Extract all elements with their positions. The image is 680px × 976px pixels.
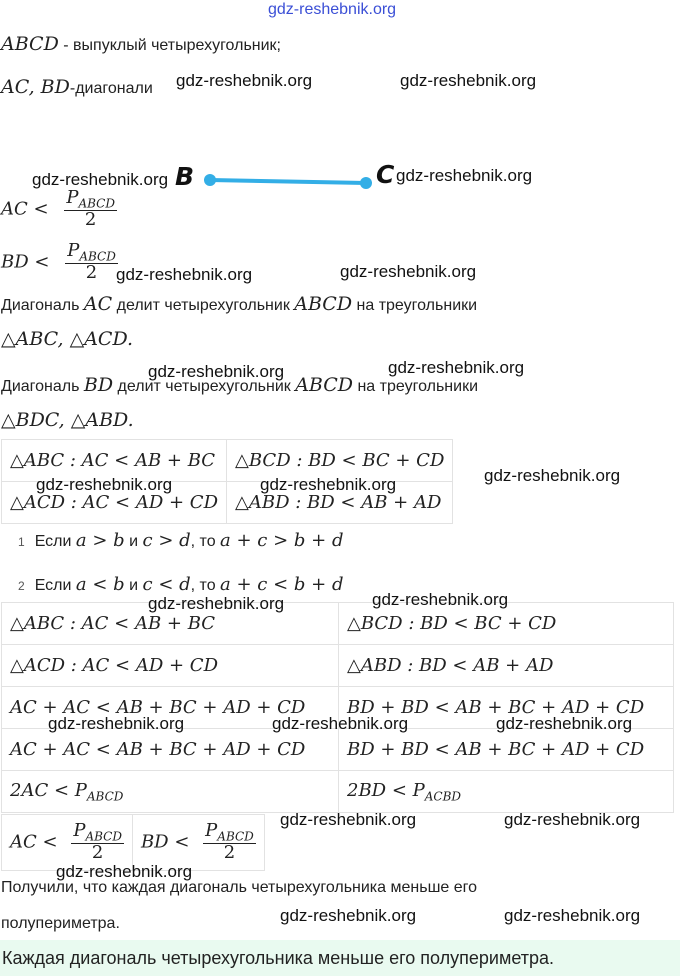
math-abcd: ABCD <box>1 33 59 55</box>
watermark: gdz-reshebnik.org <box>484 466 621 485</box>
watermark-top: gdz-reshebnik.org <box>268 1 397 18</box>
conclusion-line-1: Получили, что каждая диагональ четырехугольника меньше его <box>1 879 478 896</box>
table-cell: $2AC < P_{ABCD}$ <box>2 771 339 813</box>
watermark: gdz-reshebnik.org <box>388 358 525 377</box>
table-row <box>2 729 674 771</box>
triangles-ac: △ABC, △ACD. <box>1 328 134 350</box>
watermark: gdz-reshebnik.org <box>504 810 641 829</box>
watermark: gdz-reshebnik.org <box>260 475 397 494</box>
semi-perimeter-fraction: $\frac{P_{ABCD}}{2}$ <box>66 187 115 231</box>
watermark: gdz-reshebnik.org <box>400 71 537 90</box>
diagonals-text: -диагонали <box>69 80 153 97</box>
inequality-bd <box>1 242 118 283</box>
watermark: gdz-reshebnik.org <box>372 590 509 609</box>
watermark: gdz-reshebnik.org <box>116 265 253 284</box>
watermark: gdz-reshebnik.org <box>176 71 313 90</box>
table-cell: △ACD : AC < AD + CD <box>2 482 227 524</box>
watermark: gdz-reshebnik.org <box>148 362 285 381</box>
watermark: gdz-reshebnik.org <box>504 906 641 925</box>
table-cell: BD + BD < AB + BC + AD + CD <box>339 729 674 771</box>
table-row <box>2 603 674 645</box>
triangles-bd: △BDC, △ABD. <box>1 409 134 431</box>
point-label-b: B <box>175 162 195 191</box>
watermark: gdz-reshebnik.org <box>496 714 633 733</box>
statement-line-2 <box>1 76 153 98</box>
inequality-ac <box>1 189 117 230</box>
point-label-c: C <box>376 160 395 189</box>
table-cell: BD + BD < AB + BC + AD + CD <box>339 687 674 729</box>
answer-box <box>0 940 680 976</box>
summation-table <box>1 602 674 813</box>
table-cell: AC + AC < AB + BC + AD + CD <box>2 729 339 771</box>
bd-lhs: BD < <box>1 251 50 273</box>
segment-bc <box>198 168 378 192</box>
watermark: gdz-reshebnik.org <box>36 475 173 494</box>
list-item: 1 Если a > b и c > d, то a + c > b + d <box>18 530 344 551</box>
table-cell: AC + AC < AB + BC + AD + CD <box>2 687 339 729</box>
ac-lhs: AC < <box>1 198 49 220</box>
statement-text: - выпуклый четырехугольник; <box>58 37 281 54</box>
diagonal-ac-text: Диагональ AC делит четырехугольник ABCD на треугольники <box>1 293 478 315</box>
diagonal-bd-text: Диагональ BD делит четырехугольник ABCD на треугольники <box>1 374 478 396</box>
watermark: gdz-reshebnik.org <box>396 166 533 185</box>
list-item: 2 Если a < b и c < d, то a + c < b + d <box>18 574 344 595</box>
point-b-dot <box>204 174 216 186</box>
watermark: gdz-reshebnik.org <box>280 906 417 925</box>
semi-perimeter-fraction: $\frac{P_{ABCD}}{2}$ <box>67 240 116 284</box>
table-cell: △ABD : BD < AB + AD <box>227 482 453 524</box>
watermark: gdz-reshebnik.org <box>32 170 169 189</box>
table-cell: AC < $\frac{P_{ABCD}}{2}$ <box>2 815 133 871</box>
table-cell: △ABC : AC < AB + BC <box>2 440 227 482</box>
watermark: gdz-reshebnik.org <box>340 262 477 281</box>
table-cell: $2BD < P_{ACBD}$ <box>339 771 674 813</box>
watermark: gdz-reshebnik.org <box>148 594 285 613</box>
watermark: gdz-reshebnik.org <box>280 810 417 829</box>
table-cell: △ABD : BD < AB + AD <box>339 645 674 687</box>
point-c-dot <box>360 177 372 189</box>
watermark: gdz-reshebnik.org <box>56 862 193 881</box>
table-cell: △ACD : AC < AD + CD <box>2 645 339 687</box>
table-row <box>2 771 674 813</box>
segment-line <box>210 180 366 183</box>
semi-perimeter-fraction: $\frac{P_{ABCD}}{2}$ <box>205 819 254 864</box>
table-row <box>2 645 674 687</box>
table-cell: BD < $\frac{P_{ABCD}}{2}$ <box>132 815 264 871</box>
semi-perimeter-fraction: $\frac{P_{ABCD}}{2}$ <box>73 819 122 864</box>
conclusion-line-2: полупериметра. <box>1 915 120 932</box>
watermark: gdz-reshebnik.org <box>272 714 409 733</box>
statement-line-1 <box>1 33 281 55</box>
table-cell: △BCD : BD < BC + CD <box>227 440 453 482</box>
table-cell: △ABC : AC < AB + BC <box>2 603 339 645</box>
table-cell: △BCD : BD < BC + CD <box>339 603 674 645</box>
watermark: gdz-reshebnik.org <box>48 714 185 733</box>
math-diagonals: AC, BD <box>1 76 70 98</box>
answer-text: Каждая диагональ четырехугольника меньше его полупериметра. <box>2 948 555 968</box>
